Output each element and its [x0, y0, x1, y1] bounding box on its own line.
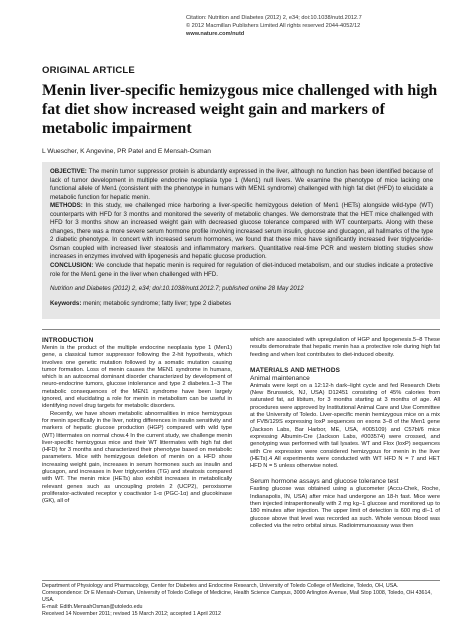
animal-maintenance-paragraph: Animals were kept on a 12:12-h dark–light cycle and fed Research Diets (New Brunswick, NJ, USA) D12451 consisting of 45% calories from saturated fat, ad libitum, for 3 months starting at 3 months of age. All procedures were approved by Institutional Animal Care and Use Committee at the University of Toledo. Liver-specific menin hemizygous mice on a mix of FVB/129S expressing loxP sequences on exons 3–8 of the Men1 gene (Jackson Labs, Bar Harbor, ME, USA, #005109) and C57bl/6 mice expressing Albumin-Cre (Jackson Labs, #003574) were crossed, and genotyping was performed with tail lysates. WT and Flox (loxP) sequences with Cre expression were considered hemizygous for menin in the liver (HETs).4 All experiments were conducted with WT HFD N = 7 and HET HFD N = 5 unless otherwise noted.	[250, 382, 440, 470]
intro-paragraph-2: Recently, we have shown metabolic abnormalities in mice hemizygous for menin specifically in the liver, noting differences in insulin sensitivity and markers of hepatic glucose production (HGP) compared with wild type (WT) littermates on normal chow.4 In the current study, we challenge menin liver-specific hemizygous mice and their WT littermates with high fat diet (HFD) for 3 months and characterized their phenotype based on metabolic parameters. Mice with hemizygous deletion of menin on a HFD show increasing weight gain, increases in serum hormones such as insulin and glucagon, and increases in liver triglycerides (TG) and steatosis compared with WT. The menin mice (HETs) also exhibit increases in metabolically relevant genes such as uncoupling protein 2 (UCP2), peroxisome proliferator-activated receptor γ coactivator 1-α (PGC-1α) and glucokinase (GK), all of	[42, 410, 232, 505]
objective-label: OBJECTIVE:	[50, 168, 87, 175]
author-list: L Wuescher, K Angevine, PR Patel and E Mensah-Osman	[42, 148, 211, 155]
email-link[interactable]: E-mail: Edith.MensahOsman@utoledo.edu	[42, 604, 143, 610]
journal-url-link[interactable]: www.nature.com/nutd	[186, 31, 245, 37]
keywords-line	[50, 300, 433, 309]
abstract-conclusion	[50, 262, 433, 279]
keywords-text: menin; metabolic syndrome; fatty liver; type 2 diabetes	[81, 299, 232, 307]
abstract-box	[42, 162, 440, 319]
methods-label: METHODS:	[50, 202, 83, 210]
keywords-label: Keywords:	[50, 299, 82, 307]
serum-assays-heading: Serum hormone assays and glucose tolerance test	[250, 478, 399, 486]
footer-affiliations	[42, 583, 440, 618]
serum-assays-paragraph: Fasting glucose was obtained using a glucometer (Accu-Chek, Roche, Indianapolis, IN, USA) after mice had undergone an 18-h fast. Mice were then injected intraperitoneally with 2 mg kg−1 glucose and monitored up to 180 minutes after injection. The upper limit of detection is 600 mg dl−1 of glucose above that level was recorded as such. Whole venous blood was collected via the retro orbital sinus. Radioimmunoassay was then	[250, 486, 440, 529]
right-column	[250, 337, 440, 530]
copyright-line: © 2012 Macmillan Publishers Limited All rights reserved 2044-4052/12	[186, 23, 361, 29]
methods-text: In this study, we challenged mice harboring a liver-specific hemizygous deletion of Men1 (HETs) alongside wild-type (WT) counterparts with HFD for 3 months and monitored the severity of metabolic changes. We demonstrate that the HET mice challenged with HFD for 3 months show an increased weight gain with decreased glucose tolerance compared with WT counterparts. Along with these changes, there was a more severe serum hormone profile involving increased serum insulin, glucose and glucagon, all hallmarks of the type 2 diabetic phenotype. In concert with increased serum hormones, we found that these mice have significantly increased liver triglyceride-Osman coupled with increased liver steatosis and inflammatory markers. Quantitative real-time PCR and western blotting studies show increases in enzymes involved with lipogenesis and hepatic glucose production.	[50, 202, 433, 261]
intro-paragraph-1: Menin is the product of the multiple endocrine neoplasia type 1 (Men1) gene, a classical tumor suppressor following the 2-hit hypothesis, which involves one genetic mutation followed by a somatic mutation causing tumor formation. Loss of menin causes the MEN1 syndrome in humans, which is an autosomal dominant disorder characterized by development of neuro-endocrine tumors, glucose intolerance and type 2 diabetes.1–3 The metabolic consequences of the MEN1 syndrome have been largely ignored, and elucidating a role for menin in metabolism can be useful in identifying novel drug targets for metabolic disorders.	[42, 345, 232, 410]
conclusion-text: We conclude that hepatic menin is required for regulation of diet-induced metabolism, and our studies indicate a protective role for the Men1 gene in the liver when challenged with HFD.	[50, 262, 433, 278]
methods-heading: MATERIALS AND METHODS	[250, 366, 341, 374]
journal-citation-header	[186, 14, 416, 38]
animal-maintenance-heading: Animal maintenance	[250, 374, 310, 382]
objective-text: The menin tumor suppressor protein is abundantly expressed in the liver, although no function has been identified because of lack of tumor development in multiple endocrine neoplasia type 1 (Men1) null livers. We examine the phenotype of mice lacking one functional allele of Men1 (consistent with the phenotype in humans with MEN1 syndrome) challenged with high fat diet (HFD) to elucidate a metabolic function for hepatic menin.	[50, 168, 433, 201]
left-column	[42, 337, 232, 506]
section-divider	[42, 329, 440, 330]
abstract-citation: Nutrition and Diabetes (2012) 2, e34; doi:10.1038/nutd.2012.7; published online 28 May 2012	[50, 285, 304, 293]
affiliation-text: Department of Physiology and Pharmacology, Center for Diabetes and Endocrine Research, University of Toledo College of Medicine, Toledo, OH, USA. Correspondence: Dr E Mensah-Osman, University of Toledo College of Medicine, Health Science Campus, 3000 Arlington Avenue, Mail Stop 1008, Toledo, OH 43614, USA.	[42, 583, 432, 603]
article-title: Menin liver-specific hemizygous mice challenged with high fat diet show increased weight gain and markers of metabolic impairment	[42, 82, 438, 137]
citation-line: Citation: Nutrition and Diabetes (2012) 2, e34; doi:10.1038/nutd.2012.7	[186, 15, 362, 21]
conclusion-label: CONCLUSION:	[50, 262, 94, 270]
abstract-methods	[50, 202, 433, 262]
received-dates: Received 14 November 2011; revised 15 March 2012; accepted 1 April 2012	[42, 611, 221, 617]
footer-divider	[42, 580, 440, 581]
introduction-heading: INTRODUCTION	[42, 337, 94, 344]
intro-continuation: which are associated with upregulation of HGP and lipogenesis.5–8 These results demonstrate that hepatic menin has a protective role during high fat feeding and when lost contributes to diet-induced obesity.	[250, 337, 440, 358]
article-type-label: ORIGINAL ARTICLE	[42, 65, 135, 76]
abstract-objective	[50, 168, 433, 202]
